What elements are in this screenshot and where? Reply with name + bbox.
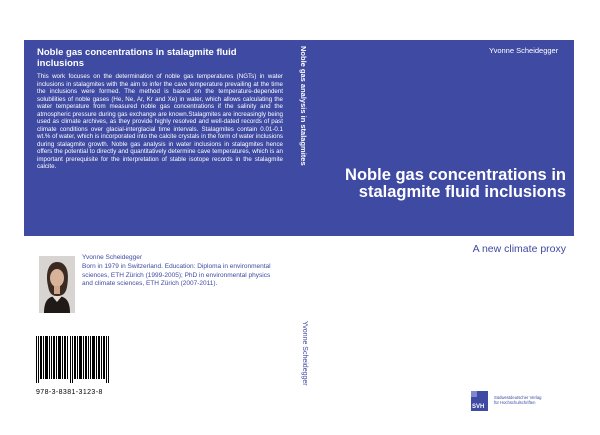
author-photo [39,256,75,313]
publisher-logo [471,391,488,411]
spine-author: Yvonne Scheidegger [301,321,308,386]
author-bio-text: Born in 1979 in Switzerland. Education: Diploma in environmental sciences, ETH Zürich (1999-2005); PhD in environmental physics and climate sciences, ETH Zürich (2007-2011). [82,263,271,287]
svg-text:SVH: SVH [472,404,485,410]
back-cover-title: Noble gas concentrations in stalagmite fluid inclusions [37,47,237,69]
back-cover-blurb: This work focuses on the determination of noble gas temperatures (NGTs) in water inclusions in stalagmites with the aim to infer the cave temperature prevailing at the time the inclusions were formed. The method is based on the temperature-dependent solubilities of noble gases (He, Ne, Ar, Kr and Xe) in water, which allows calculating the water temperature from measured noble gas concentrations if the salinity and the atmospheric pressure during gas exchange are known.Stalagmites are increasingly being used as climate archives, as they provide highly resolved and well-dated records of past climate conditions over glacial-interglacial time intervals. Stalagmites contain 0.01-0.1 wt.% of water, which is incorporated into the calcite crystals in the form of water inclusions during stalagmite growth. Noble gas analysis in water inclusions in stalagmites hence offers the potential to directly and quantitatively determine cave temperatures, which is an important prerequisite for the interpretation of stable isotope records in the stalagmite calcite. [37,73,283,170]
publisher-line-1: Südwestdeutscher Verlag [494,395,542,400]
publisher-line-2: für Hochschulschriften [494,400,536,405]
author-bio-name: Yvonne Scheidegger [82,254,142,261]
spine-title: Noble gas analysis in stalagmites [299,46,308,166]
front-cover-subtitle: A new climate proxy [472,243,566,255]
book-cover [24,40,574,420]
front-cover-author: Yvonne Scheidegger [489,46,559,55]
front-cover-title: Noble gas concentrations in stalagmite fluid inclusions [345,166,566,201]
publisher-name [494,395,574,405]
barcode [36,336,110,383]
isbn-number: 978-3-8381-3123-8 [36,389,103,396]
spine [290,40,312,420]
